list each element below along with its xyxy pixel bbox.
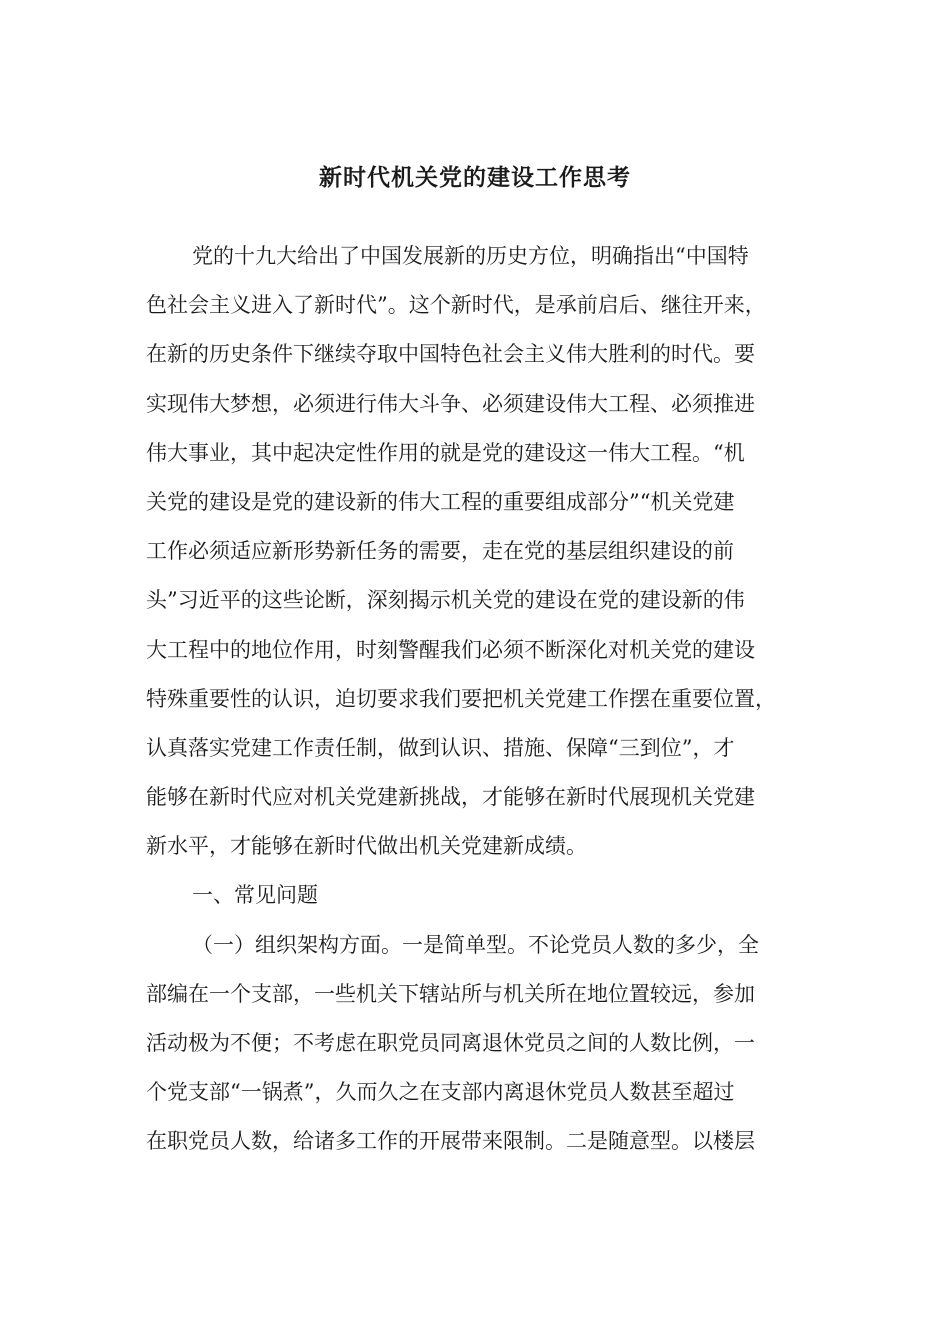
body-line: 色社会主义进入了新时代”。这个新时代，是承前启后、继往开来， bbox=[146, 293, 766, 318]
body-line: 特殊重要性的认识，迫切要求我们要把机关党建工作摆在重要位置， bbox=[146, 686, 776, 711]
body-line: 党的十九大给出了中国发展新的历史方位，明确指出“中国特 bbox=[192, 244, 749, 268]
body-line: 关党的建设是党的建设新的伟大工程的重要组成部分”“机关党建 bbox=[146, 489, 735, 514]
body-line: 大工程中的地位作用，时刻警醒我们必须不断深化对机关党的建设 bbox=[146, 637, 755, 662]
body-line: 能够在新时代应对机关党建新挑战，才能够在新时代展现机关党建 bbox=[146, 785, 755, 810]
body-line: 个党支部“一锅煮”，久而久之在支部内离退休党员人数甚至超过 bbox=[146, 1080, 735, 1105]
document-body bbox=[146, 232, 806, 1167]
body-line: 活动极为不便；不考虑在职党员同离退休党员之间的人数比例，一 bbox=[146, 1031, 755, 1055]
body-line: 在新的历史条件下继续夺取中国特色社会主义伟大胜利的时代。要 bbox=[146, 342, 755, 367]
body-line: 新水平，才能够在新时代做出机关党建新成绩。 bbox=[146, 834, 587, 859]
document-title: 新时代机关党的建设工作思考 bbox=[319, 164, 631, 191]
body-line: （一）组织架构方面。一是简单型。不论党员人数的多少，全 bbox=[192, 932, 759, 957]
section-heading: 一、常见问题 bbox=[192, 883, 318, 908]
body-line: 认真落实党建工作责任制，做到认识、措施、保障“三到位”，才 bbox=[146, 735, 735, 760]
body-line: 实现伟大梦想，必须进行伟大斗争、必须建设伟大工程、必须推进 bbox=[146, 391, 755, 416]
body-line: 头”习近平的这些论断，深刻揭示机关党的建设在党的建设新的伟 bbox=[146, 588, 745, 613]
body-line: 工作必须适应新形势新任务的需要，走在党的基层组织建设的前 bbox=[146, 539, 734, 564]
body-line: 伟大事业，其中起决定性作用的就是党的建设这一伟大工程。“机 bbox=[146, 440, 745, 465]
body-line: 部编在一个支部，一些机关下辖站所与机关所在地位置较远，参加 bbox=[146, 981, 755, 1006]
body-line: 在职党员人数，给诸多工作的开展带来限制。二是随意型。以楼层 bbox=[146, 1129, 755, 1154]
